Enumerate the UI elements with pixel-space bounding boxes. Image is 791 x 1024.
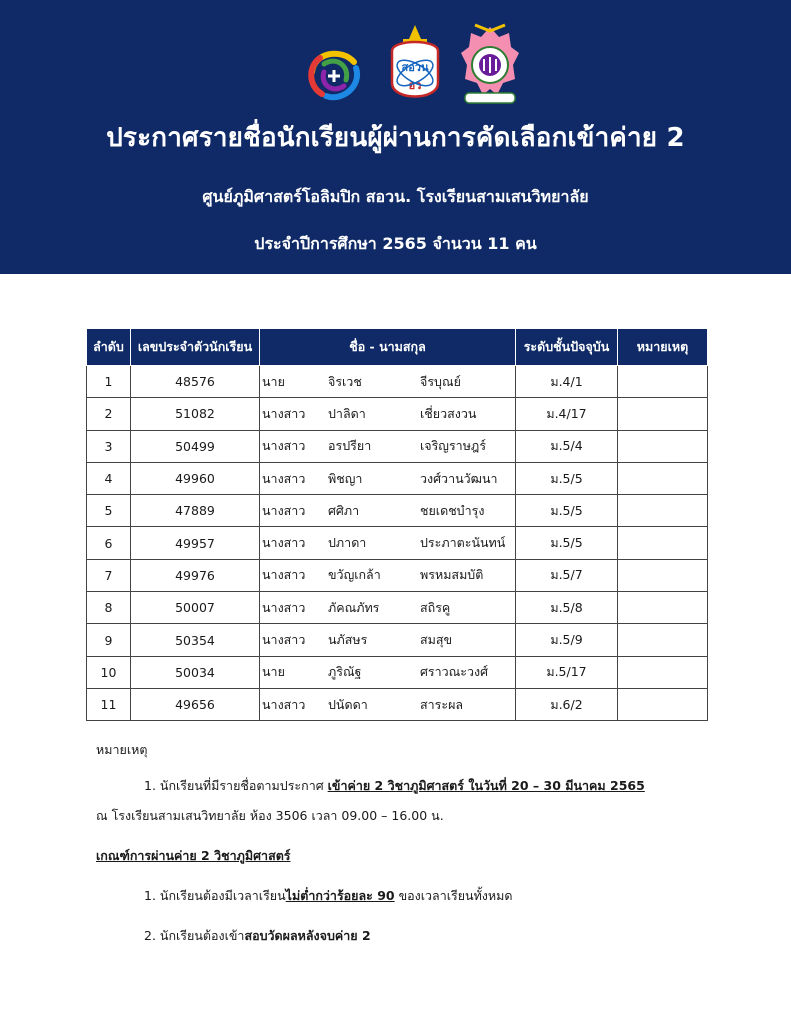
row-level: ม.5/4 (516, 430, 618, 462)
school-emblem-logo (455, 23, 525, 109)
row-student-id: 50354 (131, 624, 260, 656)
row-first-name: ปภาดา (328, 535, 367, 551)
criteria-item-1-prefix: 1. นักเรียนต้องมีเวลาเรียน (144, 888, 286, 903)
row-student-id: 50499 (131, 430, 260, 462)
row-note (618, 592, 708, 624)
criteria-item-1-bold: ไม่ต่ำกว่าร้อยละ 90 (285, 888, 395, 903)
row-first-name: ขวัญเกล้า (328, 567, 381, 583)
logo-text-top: สอวน (401, 61, 429, 74)
table-row (87, 366, 708, 398)
row-title: นางสาว (262, 567, 306, 583)
row-title: นางสาว (262, 405, 306, 421)
row-note (618, 559, 708, 591)
row-level: ม.5/9 (516, 624, 618, 656)
row-first-name: นภัสษร (328, 632, 368, 648)
notes-heading: หมายเหตุ (96, 742, 148, 757)
row-note (618, 462, 708, 494)
row-no: 9 (87, 624, 131, 656)
row-title: นางสาว (262, 632, 306, 648)
row-title: นางสาว (262, 599, 306, 615)
row-first-name: อรปรียา (328, 438, 372, 454)
row-note (618, 495, 708, 527)
note-item-1-bold: เข้าค่าย 2 วิชาภูมิศาสตร์ ในวันที่ 20 – 30 มีนาคม 2565 (327, 778, 645, 793)
row-name (260, 430, 516, 462)
table-row (87, 527, 708, 559)
row-last-name: เชี่ยวสงวน (420, 405, 477, 421)
logo-text-bottom: อว (408, 79, 422, 92)
header-level: ระดับชั้นปัจจุบัน (516, 329, 618, 366)
row-note (618, 398, 708, 430)
row-last-name: จีรบุณย์ (420, 373, 461, 389)
row-level: ม.5/17 (516, 656, 618, 688)
row-note (618, 430, 708, 462)
row-student-id: 48576 (131, 366, 260, 398)
page-title: ประกาศรายชื่อนักเรียนผู้ผ่านการคัดเลือกเข้าค่าย 2 (106, 123, 685, 153)
row-name (260, 592, 516, 624)
row-note (618, 624, 708, 656)
logo-row (0, 20, 791, 110)
row-title: นางสาว (262, 470, 306, 486)
row-level: ม.5/7 (516, 559, 618, 591)
row-last-name: พรหมสมบัติ (420, 567, 484, 583)
criteria-item-1 (144, 886, 513, 906)
row-level: ม.5/5 (516, 462, 618, 494)
row-name (260, 656, 516, 688)
row-note (618, 656, 708, 688)
row-title: นางสาว (262, 438, 306, 454)
table-row (87, 462, 708, 494)
row-level: ม.6/2 (516, 688, 618, 720)
row-student-id: 49957 (131, 527, 260, 559)
header-note: หมายเหตุ (618, 329, 708, 366)
row-last-name: ชยเดชบำรุง (420, 502, 485, 518)
row-note (618, 688, 708, 720)
row-title: นางสาว (262, 535, 306, 551)
row-last-name: สาระผล (420, 696, 464, 712)
row-last-name: สถิรคู (420, 599, 451, 615)
row-last-name: วงศ์วานวัฒนา (420, 470, 498, 486)
row-first-name: ศศิภา (328, 502, 360, 518)
row-no: 4 (87, 462, 131, 494)
row-first-name: ภัคณภัทร (328, 599, 380, 615)
row-first-name: ภูริณัฐ (328, 664, 362, 680)
row-first-name: ปาลิดา (328, 405, 366, 421)
row-no: 3 (87, 430, 131, 462)
header-student-id: เลขประจำตัวนักเรียน (131, 329, 260, 366)
row-level: ม.4/1 (516, 366, 618, 398)
row-level: ม.5/8 (516, 592, 618, 624)
note-item-1 (144, 776, 645, 796)
row-name (260, 366, 516, 398)
header-name: ชื่อ - นามสกุล (260, 329, 516, 366)
row-no: 5 (87, 495, 131, 527)
row-first-name: จิรเวช (328, 373, 362, 389)
table-row (87, 688, 708, 720)
criteria-item-1-suffix: ของเวลาเรียนทั้งหมด (394, 888, 513, 903)
row-title: นางสาว (262, 696, 306, 712)
row-no: 8 (87, 592, 131, 624)
row-last-name: ศราวณะวงศ์ (420, 664, 489, 680)
row-first-name: พิชญา (328, 470, 363, 486)
row-no: 7 (87, 559, 131, 591)
row-level: ม.4/17 (516, 398, 618, 430)
row-last-name: ประภาตะนันทน์ (420, 535, 506, 551)
center-name: ศูนย์ภูมิศาสตร์โอลิมปิก สอวน. โรงเรียนสามเสนวิทยาลัย (202, 187, 589, 206)
row-note (618, 366, 708, 398)
row-student-id: 49976 (131, 559, 260, 591)
row-name (260, 559, 516, 591)
row-name (260, 624, 516, 656)
table-row (87, 495, 708, 527)
table-row (87, 398, 708, 430)
row-title: นาย (262, 373, 285, 389)
criteria-item-2-prefix: 2. นักเรียนต้องเข้า (144, 928, 245, 943)
table-row (87, 430, 708, 462)
header-no: ลำดับ (87, 329, 131, 366)
row-student-id: 47889 (131, 495, 260, 527)
row-name (260, 495, 516, 527)
row-title: นางสาว (262, 502, 306, 518)
row-name (260, 688, 516, 720)
row-no: 10 (87, 656, 131, 688)
row-name (260, 527, 516, 559)
row-student-id: 51082 (131, 398, 260, 430)
row-last-name: สมสุข (420, 632, 453, 648)
criteria-item-2-bold: สอบวัดผลหลังจบค่าย 2 (244, 928, 371, 943)
row-note (618, 527, 708, 559)
row-level: ม.5/5 (516, 495, 618, 527)
table-row (87, 559, 708, 591)
row-first-name: ปนัดดา (328, 696, 368, 712)
row-student-id: 50007 (131, 592, 260, 624)
row-student-id: 49656 (131, 688, 260, 720)
row-title: นาย (262, 664, 285, 680)
row-level: ม.5/5 (516, 527, 618, 559)
row-name (260, 462, 516, 494)
student-table (86, 328, 708, 721)
row-no: 11 (87, 688, 131, 720)
criteria-heading: เกณฑ์การผ่านค่าย 2 วิชาภูมิศาสตร์ (96, 848, 291, 863)
posn-crest-logo (386, 23, 444, 109)
academic-year-line: ประจำปีการศึกษา 2565 จำนวน 11 คน (254, 234, 537, 253)
row-name (260, 398, 516, 430)
header-banner (0, 0, 791, 274)
row-student-id: 50034 (131, 656, 260, 688)
table-row (87, 624, 708, 656)
table-row (87, 656, 708, 688)
row-no: 6 (87, 527, 131, 559)
row-last-name: เจริญราษฎร์ (420, 438, 487, 454)
note-item-1-cont: ณ โรงเรียนสามเสนวิทยาลัย ห้อง 3506 เวลา 09.00 – 16.00 น. (96, 808, 444, 823)
table-row (87, 592, 708, 624)
criteria-item-2 (144, 926, 371, 946)
note-item-1-prefix: 1. นักเรียนที่มีรายชื่อตามประกาศ (144, 778, 328, 793)
table-header-row (87, 329, 708, 366)
olympic-rings-logo (302, 42, 366, 106)
row-student-id: 49960 (131, 462, 260, 494)
row-no: 1 (87, 366, 131, 398)
row-no: 2 (87, 398, 131, 430)
